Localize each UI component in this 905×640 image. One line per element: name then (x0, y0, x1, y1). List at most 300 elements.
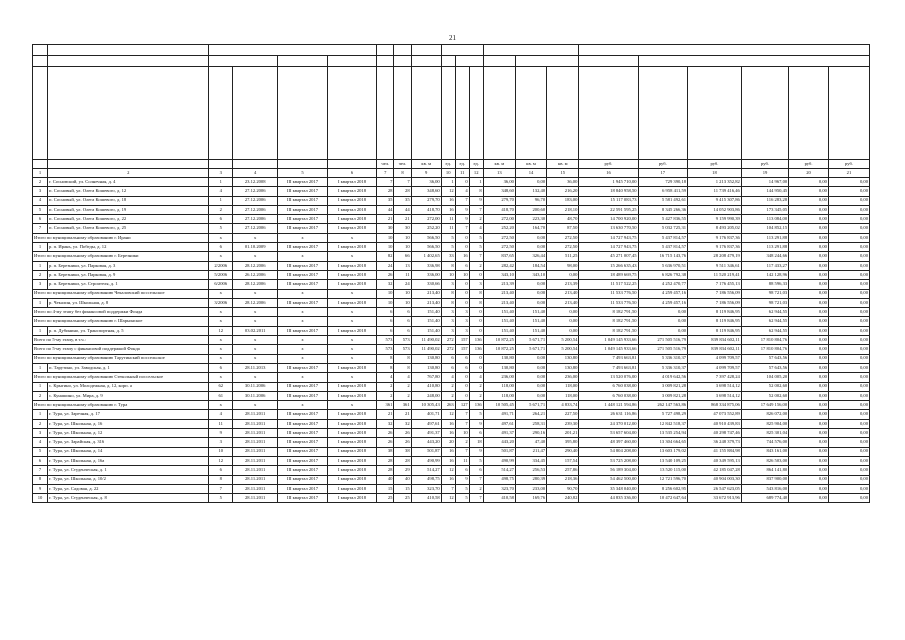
table-row (33, 178, 870, 187)
table-cell: 7 (469, 252, 483, 261)
table-cell: 130,80 (483, 363, 515, 372)
table-cell: 7 (469, 494, 483, 503)
table-cell: 498,75 (411, 475, 441, 484)
table-cell: 0,00 (828, 447, 869, 456)
table-cell: 98 721,03 (741, 289, 788, 298)
unit-cell (48, 160, 209, 169)
table-cell: 0,00 (515, 233, 546, 242)
table-cell: 1 (33, 326, 48, 335)
table-cell: III квартал 2017 (278, 438, 327, 447)
header-cell (377, 67, 394, 160)
table-cell: 42 185 047,28 (688, 466, 742, 475)
table-cell: 36 248 379,73 (688, 438, 742, 447)
table-cell: 117 433,27 (741, 261, 788, 270)
table-cell: 0,00 (789, 270, 829, 279)
table-cell: 0,00 (828, 466, 869, 475)
unit-cell (33, 160, 48, 169)
table-row (33, 475, 870, 484)
header-cell (455, 67, 469, 160)
header-cell (638, 67, 687, 160)
table-cell: 56 189 304,00 (579, 466, 638, 475)
table-cell: 0,00 (828, 215, 869, 224)
address-cell: г. Тура, ул. Школьная, д. 16 (48, 419, 209, 428)
table-cell: 0,00 (789, 336, 829, 345)
table-cell: 32 (377, 280, 394, 289)
table-cell: 7 (377, 178, 394, 187)
header-cell (33, 67, 48, 160)
unit-cell: ед. (469, 160, 483, 169)
address-cell: п. Сосновый, ул. Олега Кошевого, д. 25 (48, 224, 209, 233)
table-cell: 54 804 208,00 (579, 447, 638, 456)
table-cell: 18 (469, 438, 483, 447)
table-cell: 12 (441, 187, 455, 196)
table-cell: 61 (209, 391, 233, 400)
table-cell: 290,16 (515, 429, 546, 438)
table-cell: 0,00 (515, 280, 546, 289)
table-cell: III квартал 2017 (278, 270, 327, 279)
table-cell: III квартал 2017 (278, 215, 327, 224)
table-cell: I квартал 2018 (327, 178, 376, 187)
table-cell: x (233, 308, 278, 317)
table-cell: 4 259 457,16 (638, 298, 687, 307)
table-cell: 0 (455, 243, 469, 252)
table-cell: 17 810 804,76 (741, 345, 788, 354)
table-cell: III квартал 2017 (278, 196, 327, 205)
table-cell: 40 349 595,13 (688, 456, 742, 465)
table-cell: 334,45 (515, 456, 546, 465)
table-cell: 8 (209, 475, 233, 484)
table-cell: 282,42 (483, 261, 515, 270)
table-cell: I квартал 2018 (327, 243, 376, 252)
table-cell: x (327, 345, 376, 354)
table-cell: 0,00 (828, 382, 869, 391)
table-cell: 11 517 522,25 (579, 280, 638, 289)
table-cell: 13 603 179,02 (638, 447, 687, 456)
table-cell: 0,00 (789, 243, 829, 252)
table-cell: 8 182 791,50 (579, 317, 638, 326)
table-cell: 0,00 (789, 382, 829, 391)
column-number-cell: 19 (741, 169, 788, 178)
table-cell: 256,53 (515, 466, 546, 475)
table-cell: 5 671,71 (515, 345, 546, 354)
units-row (33, 160, 870, 169)
table-cell: 2 (394, 391, 411, 400)
table-cell: 28.11.2011 (233, 447, 278, 456)
table-cell: III квартал 2017 (278, 410, 327, 419)
unit-cell: кв. м (547, 160, 579, 169)
table-cell: 62 944,55 (741, 326, 788, 335)
header-cell (515, 56, 578, 67)
table-cell: 27.12.2006 (233, 205, 278, 214)
table-cell: 9 (469, 419, 483, 428)
table-cell: 12 (441, 494, 455, 503)
table-cell: 272,00 (483, 215, 515, 224)
table-cell: 10 872,25 (483, 345, 515, 354)
table-cell: 28 (377, 187, 394, 196)
table-cell: 8 (441, 261, 455, 270)
table-cell: 336,00 (411, 270, 441, 279)
table-cell: 0,00 (515, 373, 546, 382)
address-cell: г. Тура, ул. Заречная, д. 17 (48, 410, 209, 419)
header-cell (547, 67, 579, 160)
table-cell: 843 161,00 (741, 447, 788, 456)
subtotal-label: Всего по 5-му этапу, в т.ч.: (33, 336, 209, 345)
address-cell: п. Сосновый, ул. Олега Кошевого, д. 12 (48, 187, 209, 196)
table-cell: 2 (33, 391, 48, 400)
table-cell: 1 (33, 410, 48, 419)
table-cell: 7 186 556,09 (688, 289, 742, 298)
table-cell: I квартал 2018 (327, 447, 376, 456)
table-cell: 136 (469, 401, 483, 410)
table-cell: 213,40 (411, 289, 441, 298)
table-cell: 6 (441, 363, 455, 372)
table-cell: 9 (455, 205, 469, 214)
column-number-cell: 17 (638, 169, 687, 178)
table-cell: 2/2006 (209, 261, 233, 270)
table-cell: 511,25 (547, 252, 579, 261)
table-cell: 130,80 (483, 354, 515, 363)
table-cell: 0,00 (547, 317, 579, 326)
header-cell (233, 67, 278, 160)
table-cell: 44 (377, 205, 394, 214)
header-cell (741, 67, 788, 160)
table-cell: 5 671,71 (515, 401, 546, 410)
table-cell: III квартал 2017 (278, 280, 327, 289)
table-cell: 118,00 (483, 391, 515, 400)
header-cell (411, 56, 441, 67)
header-cell (441, 67, 455, 160)
table-cell: 16 (441, 429, 455, 438)
table-cell: I квартал 2018 (327, 187, 376, 196)
table-cell: 4 252 470,77 (638, 280, 687, 289)
table-cell: 7 397 428,24 (688, 373, 742, 382)
table-cell: 0,00 (789, 196, 829, 205)
table-cell: 15 (377, 484, 394, 493)
unit-cell: ед. (455, 160, 469, 169)
table-cell: 4 019 642,56 (638, 373, 687, 382)
table-cell: 26.12.2006 (233, 270, 278, 279)
unit-cell: ед. (441, 160, 455, 169)
table-cell: 18 489 669,75 (579, 270, 638, 279)
table-cell: 169,76 (515, 494, 546, 503)
table-cell: 12 842 518,37 (638, 419, 687, 428)
subtotal-row (33, 336, 870, 345)
table-cell: 0,00 (828, 438, 869, 447)
table-cell: III квартал 2017 (278, 298, 327, 307)
table-cell: 6 (209, 363, 233, 372)
table-cell: 864 141,80 (741, 466, 788, 475)
table-cell: 7 (469, 205, 483, 214)
table-cell: 151,40 (483, 317, 515, 326)
unit-cell: чел. (394, 160, 411, 169)
table-cell: 157 (455, 336, 469, 345)
table-cell: 2 (441, 382, 455, 391)
table-cell: 837 900,00 (741, 475, 788, 484)
header-cell (48, 45, 209, 56)
table-cell: 26 (377, 438, 394, 447)
table-cell: 6 (455, 363, 469, 372)
table-cell: 7 (469, 475, 483, 484)
table-cell: 825 301,04 (741, 429, 788, 438)
table-cell: 5 581 492,61 (638, 196, 687, 205)
table-cell: 0,00 (789, 466, 829, 475)
table-cell: 98 721,03 (741, 298, 788, 307)
table-cell: 12 (209, 326, 233, 335)
table-cell: 16 (441, 205, 455, 214)
table-row (33, 298, 870, 307)
table-cell: 8 (469, 289, 483, 298)
column-number-cell: 2 (48, 169, 209, 178)
table-cell: 0 (469, 363, 483, 372)
table-cell: 151,40 (411, 317, 441, 326)
subtotal-row (33, 289, 870, 298)
subtotal-label: Итого по муниципальному образованию г. Ирани (33, 233, 209, 242)
table-cell: 14 052 903,86 (688, 205, 742, 214)
table-cell: 573 (377, 345, 394, 354)
table-row (33, 438, 870, 447)
table-cell: 5 (33, 205, 48, 214)
table-cell: 3 (441, 308, 455, 317)
address-cell: р. п. Дубинино, ул. Транспортная, д. 5 (48, 326, 209, 335)
table-cell: 826 503,00 (741, 456, 788, 465)
address-cell: р. п. Ирань, ул. Победы, д. 12 (48, 243, 209, 252)
table-cell: 0 (455, 280, 469, 289)
subtotal-row (33, 354, 870, 363)
table-row (33, 261, 870, 270)
table-cell: 1 213 352,82 (688, 178, 742, 187)
table-cell: 5 (441, 243, 455, 252)
table-cell: 0,00 (515, 298, 546, 307)
table-cell: 0,00 (828, 308, 869, 317)
table-cell: 18 840 958,50 (579, 187, 638, 196)
table-cell: 336,98 (411, 261, 441, 270)
table-cell: 1 (33, 363, 48, 372)
table-cell: 27.12.2006 (233, 187, 278, 196)
table-cell: 11 (441, 215, 455, 224)
column-number-cell: 14 (515, 169, 546, 178)
table-cell: 0,00 (515, 363, 546, 372)
table-cell: 0,00 (789, 187, 829, 196)
column-number-cell: 15 (547, 169, 579, 178)
table-header-row-2 (33, 56, 870, 67)
table-row (33, 382, 870, 391)
table-cell: 0,00 (789, 298, 829, 307)
table-cell: 395,80 (547, 438, 579, 447)
table-cell: 16 (441, 456, 455, 465)
table-cell: I квартал 2018 (327, 456, 376, 465)
table-cell: x (209, 289, 233, 298)
unit-cell (278, 160, 327, 169)
table-cell: 6 (209, 466, 233, 475)
table-cell: 14 967,00 (741, 178, 788, 187)
table-cell: 0,00 (828, 456, 869, 465)
header-cell (278, 67, 327, 160)
column-number-cell: 21 (828, 169, 869, 178)
table-cell: 348,60 (411, 187, 441, 196)
table-cell: 8 119 846,95 (688, 308, 742, 317)
table-cell: 130,80 (547, 354, 579, 363)
column-number-cell: 20 (789, 169, 829, 178)
table-cell: 4 259 457,16 (638, 289, 687, 298)
table-cell: 1 (441, 178, 455, 187)
header-cell (411, 67, 441, 160)
table-row (33, 466, 870, 475)
table-cell: x (209, 373, 233, 382)
table-cell: 32 (394, 419, 411, 428)
table-cell: I квартал 2018 (327, 298, 376, 307)
table-cell: 28.11.2011 (233, 475, 278, 484)
table-cell: 236,00 (483, 373, 515, 382)
table-cell: 151,40 (515, 317, 546, 326)
table-cell: 6 760 038,00 (579, 391, 638, 400)
table-cell: 0,00 (789, 345, 829, 354)
table-cell: I квартал 2018 (327, 205, 376, 214)
table-cell: 116 283,28 (741, 196, 788, 205)
table-cell: 0,00 (789, 447, 829, 456)
table-cell: 218,10 (547, 205, 579, 214)
table-cell: 7 493 663,81 (579, 354, 638, 363)
table-cell: 12 (441, 466, 455, 475)
subtotal-row (33, 252, 870, 261)
table-cell: 118,00 (547, 391, 579, 400)
table-cell: 62 944,55 (741, 308, 788, 317)
table-cell: 0,00 (789, 438, 829, 447)
table-cell: 5 (455, 484, 469, 493)
table-cell: x (278, 317, 327, 326)
table-cell: 271 505 516,79 (638, 345, 687, 354)
table-cell: 30 (377, 224, 394, 233)
subtotal-label: Итого по муниципальному образованию г. Березники (33, 252, 209, 261)
address-cell: п. Тарутино, ул. Заводская, д. 1 (48, 363, 209, 372)
table-cell: 0,00 (828, 298, 869, 307)
table-cell: 323,70 (411, 484, 441, 493)
table-cell: 263 (441, 401, 455, 410)
table-cell: 211,47 (515, 447, 546, 456)
table-cell: 54 462 500,00 (579, 475, 638, 484)
table-cell: 498,75 (483, 475, 515, 484)
table-cell: 573 (377, 336, 394, 345)
table-cell: 0,00 (789, 354, 829, 363)
subtotal-label: Всего по 5-му этапу с финансовой поддержкой Фонда (33, 345, 209, 354)
table-cell: 11 (441, 224, 455, 233)
table-cell: 13 520 115,00 (638, 466, 687, 475)
header-cell (789, 67, 829, 160)
table-row (33, 391, 870, 400)
table-cell: 30 (394, 224, 411, 233)
table-cell: 33 672 913,96 (688, 494, 742, 503)
table-cell: 10 (455, 429, 469, 438)
table-cell: 0,00 (789, 233, 829, 242)
table-cell: 17 649 156,00 (741, 401, 788, 410)
table-cell: 151,40 (411, 326, 441, 335)
table-cell: x (233, 336, 278, 345)
table-cell: III квартал 2017 (278, 205, 327, 214)
table-cell: 8 (394, 363, 411, 372)
header-cell (48, 67, 209, 160)
table-cell: 7 (33, 466, 48, 475)
table-cell: x (233, 354, 278, 363)
table-cell: 1 (209, 196, 233, 205)
table-cell: I квартал 2018 (327, 429, 376, 438)
table-cell: 0,00 (828, 363, 869, 372)
table-row (33, 205, 870, 214)
column-number-cell: 8 (394, 169, 411, 178)
table-cell: 11 520 219,41 (688, 270, 742, 279)
table-cell: 418,70 (411, 205, 441, 214)
table-cell: 7 (33, 224, 48, 233)
table-cell: 514,27 (411, 466, 441, 475)
table-cell: 35 348 040,00 (579, 484, 638, 493)
table-cell: 4 (455, 187, 469, 196)
table-cell: III квартал 2017 (278, 494, 327, 503)
header-cell (638, 56, 869, 67)
table-cell: 22 591 595,25 (579, 205, 638, 214)
table-cell: III квартал 2017 (278, 243, 327, 252)
table-cell: 40 (377, 475, 394, 484)
table-cell: x (327, 233, 376, 242)
table-cell: 2 (469, 215, 483, 224)
table-cell: 38 (377, 447, 394, 456)
table-cell: 57 643,56 (741, 363, 788, 372)
table-cell: 3 (469, 280, 483, 289)
table-cell: 6 (455, 354, 469, 363)
table-cell: 28.11.2011 (233, 410, 278, 419)
table-cell: 48 397 460,00 (579, 438, 638, 447)
table-cell: 27.12.2006 (233, 224, 278, 233)
table-cell: 271 505 516,79 (638, 336, 687, 345)
table-cell: 4 (469, 373, 483, 382)
table-cell: 0,00 (789, 410, 829, 419)
table-cell: 2 (394, 382, 411, 391)
table-cell: 5 (33, 447, 48, 456)
table-cell: 17 810 804,76 (741, 336, 788, 345)
table-cell: 11 (394, 270, 411, 279)
table-cell: 490,99 (411, 456, 441, 465)
unit-cell: руб. (789, 160, 829, 169)
table-cell: 326,44 (515, 252, 546, 261)
table-cell: 213,40 (547, 289, 579, 298)
table-cell: 82 (377, 252, 394, 261)
table-cell: 0,00 (828, 196, 869, 205)
table-cell: 497,61 (483, 419, 515, 428)
table-cell: x (278, 289, 327, 298)
table-cell: 9 511 346,61 (688, 261, 742, 270)
table-cell: 0,00 (638, 308, 687, 317)
table-cell: 21 (377, 215, 394, 224)
table-cell: 0,00 (789, 280, 829, 289)
table-cell: 0,00 (828, 484, 869, 493)
table-cell: 501,87 (411, 447, 441, 456)
table-cell: 491,37 (411, 429, 441, 438)
table-cell: 5 200,54 (547, 345, 579, 354)
table-cell: 3 (33, 280, 48, 289)
table-cell: 11 490,02 (411, 345, 441, 354)
table-row (33, 270, 870, 279)
table-cell: 26 547 623,05 (688, 484, 742, 493)
table-cell: x (278, 401, 327, 410)
table-cell: 11 533 776,50 (579, 289, 638, 298)
table-cell: 689 774,40 (741, 494, 788, 503)
table-row (33, 447, 870, 456)
table-cell: 27.12.2006 (233, 196, 278, 205)
table-cell: 0,00 (789, 484, 829, 493)
table-cell: 0,00 (828, 224, 869, 233)
column-number-cell: 9 (411, 169, 441, 178)
table-cell: 272,50 (483, 243, 515, 252)
table-cell: 8 (394, 354, 411, 363)
table-cell: 62 944,55 (741, 317, 788, 326)
header-cell (688, 67, 742, 160)
